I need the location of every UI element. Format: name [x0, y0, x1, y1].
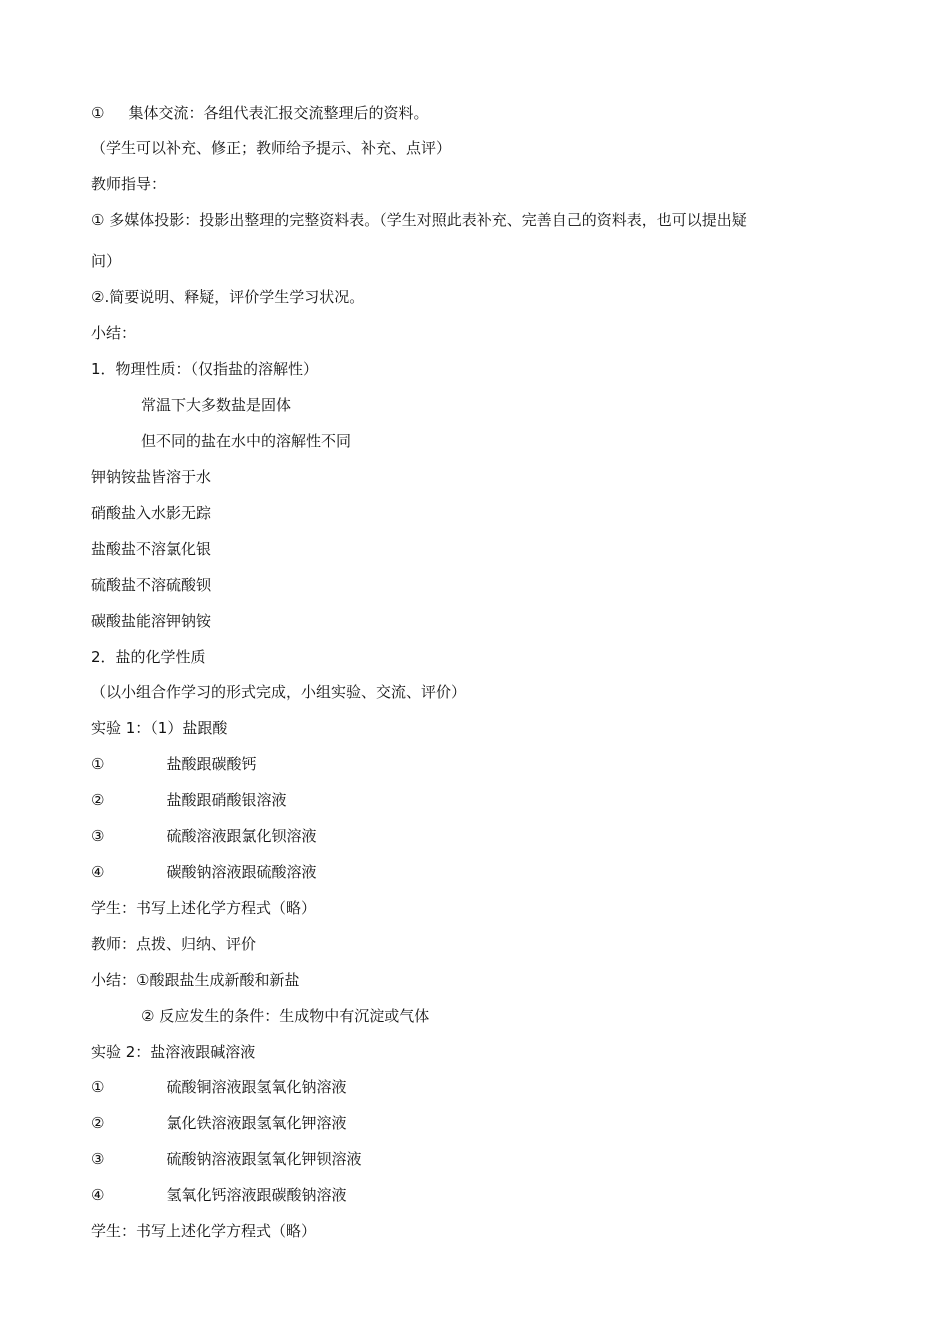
list-item: [91, 1185, 346, 1205]
text-line: 常温下大多数盐是固体: [141, 396, 292, 414]
list-item: [91, 826, 316, 846]
list-marker: ④: [91, 1186, 105, 1204]
text-line: ②.简要说明、释疑，评价学生学习状况。: [91, 288, 365, 306]
list-item: [91, 1113, 346, 1133]
text-line: 2．盐的化学性质: [91, 648, 206, 666]
list-marker: ①: [91, 755, 105, 773]
text-line: （以小组合作学习的形式完成，小组实验、交流、评价）: [91, 683, 467, 701]
text-line: 盐酸盐不溶氯化银: [91, 540, 212, 558]
text-line: （学生可以补充、修正；教师给予提示、补充、点评）: [91, 139, 452, 157]
list-item: [91, 790, 286, 810]
text-line: 教师：点拨、归纳、评价: [91, 935, 257, 953]
list-marker: ④: [91, 863, 105, 881]
line-text: 硫酸钠溶液跟氢氧化钾钡溶液: [166, 1150, 362, 1168]
line-text: 氯化铁溶液跟氢氧化钾溶液: [166, 1114, 347, 1132]
text-line: 硫酸盐不溶硫酸钡: [91, 576, 212, 594]
line-text: 盐酸跟碳酸钙: [166, 755, 257, 773]
list-marker: ③: [91, 1150, 105, 1168]
text-line: 教师指导：: [91, 175, 167, 193]
text-line: 钾钠铵盐皆溶于水: [91, 468, 212, 486]
list-item: [91, 862, 316, 882]
list-marker: ③: [91, 827, 105, 845]
line-text: 硫酸铜溶液跟氢氧化钠溶液: [166, 1078, 347, 1096]
line-text: 氢氧化钙溶液跟碳酸钠溶液: [166, 1186, 347, 1204]
list-item: [91, 754, 256, 774]
text-line: 学生：书写上述化学方程式（略）: [91, 899, 317, 917]
list-marker: ①: [91, 104, 105, 122]
list-item: [91, 1077, 346, 1097]
text-line: 实验 2：盐溶液跟碱溶液: [91, 1043, 256, 1061]
text-line: ② 反应发生的条件：生成物中有沉淀或气体: [141, 1007, 430, 1025]
line-text: 硫酸溶液跟氯化钡溶液: [166, 827, 317, 845]
text-line: 硝酸盐入水影无踪: [91, 504, 212, 522]
text-line: [91, 103, 428, 123]
text-line: 问）: [91, 252, 122, 270]
list-marker: ②: [91, 791, 105, 809]
text-line: 1．物理性质：（仅指盐的溶解性）: [91, 360, 319, 378]
list-item: [91, 1149, 361, 1169]
text-line: 但不同的盐在水中的溶解性不同: [141, 432, 352, 450]
text-line: 学生：书写上述化学方程式（略）: [91, 1222, 317, 1240]
list-marker: ②: [91, 1114, 105, 1132]
text-line: 小结：: [91, 324, 137, 342]
line-text: 碳酸钠溶液跟硫酸溶液: [166, 863, 317, 881]
line-text: 盐酸跟硝酸银溶液: [166, 791, 287, 809]
text-line: 碳酸盐能溶钾钠铵: [91, 612, 212, 630]
text-line: 实验 1：（1）盐跟酸: [91, 719, 228, 737]
text-line: 小结：①酸跟盐生成新酸和新盐: [91, 971, 300, 989]
text-line: ① 多媒体投影：投影出整理的完整资料表。（学生对照此表补充、完善自己的资料表，也可以提出疑: [91, 211, 747, 229]
line-text: 集体交流：各组代表汇报交流整理后的资料。: [128, 104, 429, 122]
list-marker: ①: [91, 1078, 105, 1096]
